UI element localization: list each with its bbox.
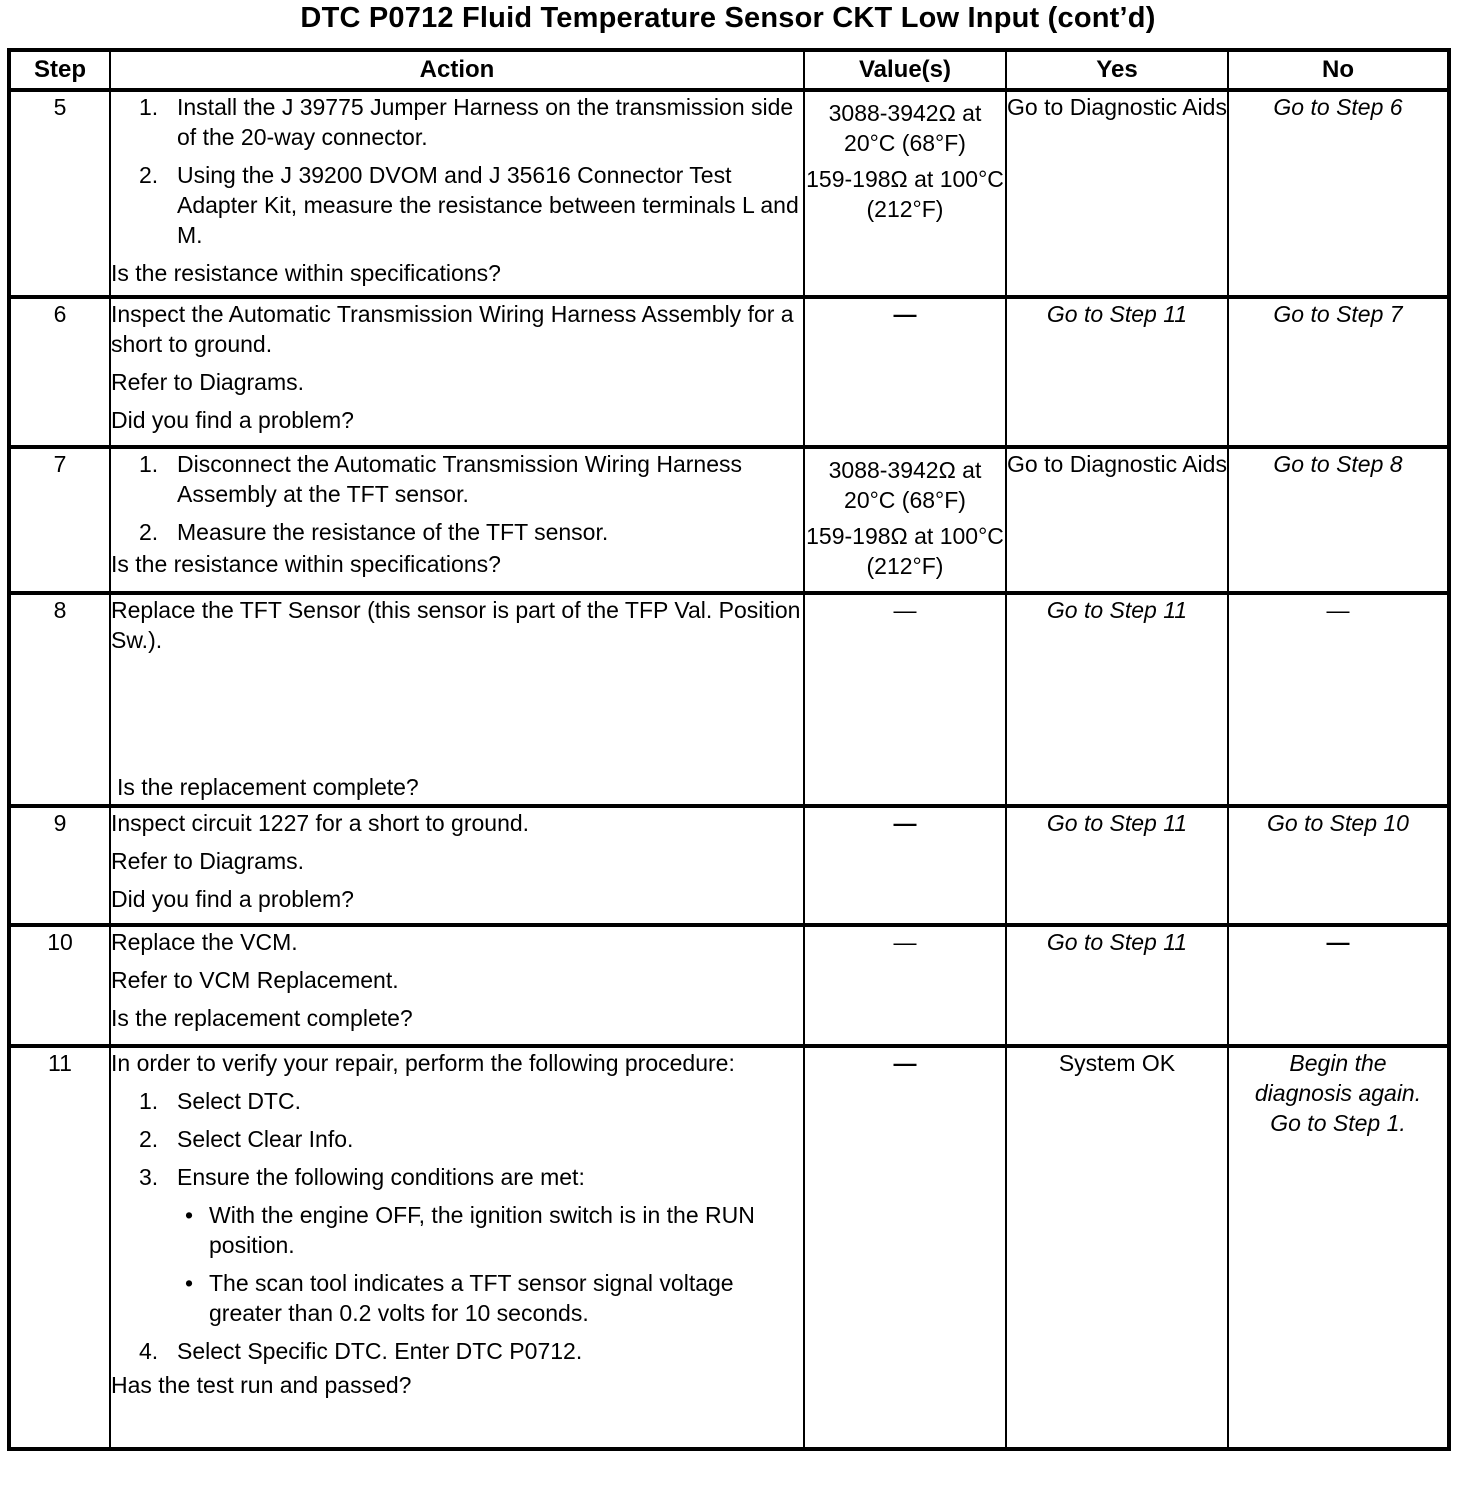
values-cell: —: [804, 297, 1006, 447]
yes-cell: Go to Step 11: [1006, 593, 1228, 806]
action-text: Inspect circuit 1227 for a short to ground.: [111, 810, 530, 836]
action-question: Did you find a problem?: [111, 407, 354, 433]
action-question: Is the replacement complete?: [111, 1005, 413, 1031]
step-number: 8: [9, 593, 110, 806]
value-spec-20c: 3088-3942Ω at 20°C (68°F): [828, 457, 982, 513]
action-cell: [110, 447, 804, 593]
step-number: 7: [9, 447, 110, 593]
header-action: Action: [110, 50, 804, 90]
bullet-icon: •: [185, 1202, 194, 1228]
value-spec-100c: 159-198Ω at 100°C (212°F): [806, 166, 1004, 222]
yes-cell: System OK: [1006, 1046, 1228, 1449]
action-question: Is the replacement complete?: [117, 774, 419, 800]
value-spec-20c: 3088-3942Ω at 20°C (68°F): [828, 100, 982, 156]
table-row-step-8: [9, 593, 1449, 806]
no-cell: —: [1228, 925, 1449, 1046]
action-text: In order to verify your repair, perform the following procedure:: [111, 1050, 735, 1076]
action-list-item: 2. Select Clear Info.: [139, 1126, 354, 1152]
action-reference: Refer to Diagrams.: [111, 369, 305, 395]
action-cell: [110, 1046, 804, 1449]
value-spec-100c: 159-198Ω at 100°C (212°F): [806, 523, 1004, 579]
yes-cell: Go to Step 11: [1006, 925, 1228, 1046]
values-cell: [804, 90, 1006, 297]
no-cell: Begin the diagnosis again. Go to Step 1.: [1228, 1046, 1449, 1449]
values-cell: [804, 447, 1006, 593]
header-step: Step: [9, 50, 110, 90]
yes-cell: Go to Diagnostic Aids: [1006, 447, 1228, 593]
action-cell: [110, 593, 804, 806]
values-cell: —: [804, 925, 1006, 1046]
table-row-step-9: [9, 806, 1449, 925]
no-cell: Go to Step 8: [1228, 447, 1449, 593]
bullet-icon: •: [185, 1270, 194, 1296]
values-cell: —: [804, 1046, 1006, 1449]
step-number: 6: [9, 297, 110, 447]
action-cell: [110, 925, 804, 1046]
action-cell: [110, 297, 804, 447]
action-list-item: 3. Ensure the following conditions are met:: [139, 1164, 585, 1190]
action-cell: [110, 806, 804, 925]
action-list-item: 1. Select DTC.: [139, 1088, 301, 1114]
action-list-item: 2. Measure the resistance of the TFT sensor.: [139, 519, 609, 545]
action-reference: Refer to Diagrams.: [111, 848, 305, 874]
header-yes: Yes: [1006, 50, 1228, 90]
no-cell: Go to Step 6: [1228, 90, 1449, 297]
action-question: Has the test run and passed?: [111, 1372, 412, 1398]
step-number: 5: [9, 90, 110, 297]
action-text: Inspect the Automatic Transmission Wiring Harness Assembly for a short to ground.: [111, 301, 794, 357]
no-cell: Go to Step 10: [1228, 806, 1449, 925]
action-question: Is the resistance within specifications?: [111, 260, 501, 286]
header-values: Value(s): [804, 50, 1006, 90]
condition-bullet: • With the engine OFF, the ignition switch is in the RUN position.: [185, 1202, 755, 1258]
action-list-item: 1. Disconnect the Automatic Transmission Wiring Harness Assembly at the TFT sensor.: [139, 451, 742, 507]
values-cell: —: [804, 593, 1006, 806]
action-question: Did you find a problem?: [111, 886, 354, 912]
no-cell: —: [1228, 593, 1449, 806]
action-reference: Refer to VCM Replacement.: [111, 967, 399, 993]
diagnostic-table: [7, 48, 1451, 1451]
table-header-row: [9, 50, 1449, 90]
no-cell: Go to Step 7: [1228, 297, 1449, 447]
step-number: 10: [9, 925, 110, 1046]
yes-cell: Go to Step 11: [1006, 297, 1228, 447]
table-row-step-11: [9, 1046, 1449, 1449]
action-cell: [110, 90, 804, 297]
header-no: No: [1228, 50, 1449, 90]
action-list-item: 4. Select Specific DTC. Enter DTC P0712.: [139, 1338, 583, 1364]
action-question: Is the resistance within specifications?: [111, 551, 501, 577]
action-text: Replace the VCM.: [111, 929, 298, 955]
table-row-step-6: [9, 297, 1449, 447]
yes-cell: Go to Diagnostic Aids: [1006, 90, 1228, 297]
table-row-step-7: [9, 447, 1449, 593]
action-text: Replace the TFT Sensor (this sensor is part of the TFP Val. Position Sw.).: [111, 597, 801, 653]
yes-cell: Go to Step 11: [1006, 806, 1228, 925]
table-row-step-5: [9, 90, 1449, 297]
step-number: 11: [9, 1046, 110, 1449]
page-title: DTC P0712 Fluid Temperature Sensor CKT Low Input (cont’d): [300, 2, 1156, 34]
step-number: 9: [9, 806, 110, 925]
table-row-step-10: [9, 925, 1449, 1046]
action-list-item: 2. Using the J 39200 DVOM and J 35616 Connector Test Adapter Kit, measure the resistance between terminals L and M.: [139, 162, 799, 248]
condition-bullet: • The scan tool indicates a TFT sensor signal voltage greater than 0.2 volts for 10 seconds.: [185, 1270, 734, 1326]
values-cell: —: [804, 806, 1006, 925]
action-list-item: 1. Install the J 39775 Jumper Harness on the transmission side of the 20-way connector.: [139, 94, 794, 150]
